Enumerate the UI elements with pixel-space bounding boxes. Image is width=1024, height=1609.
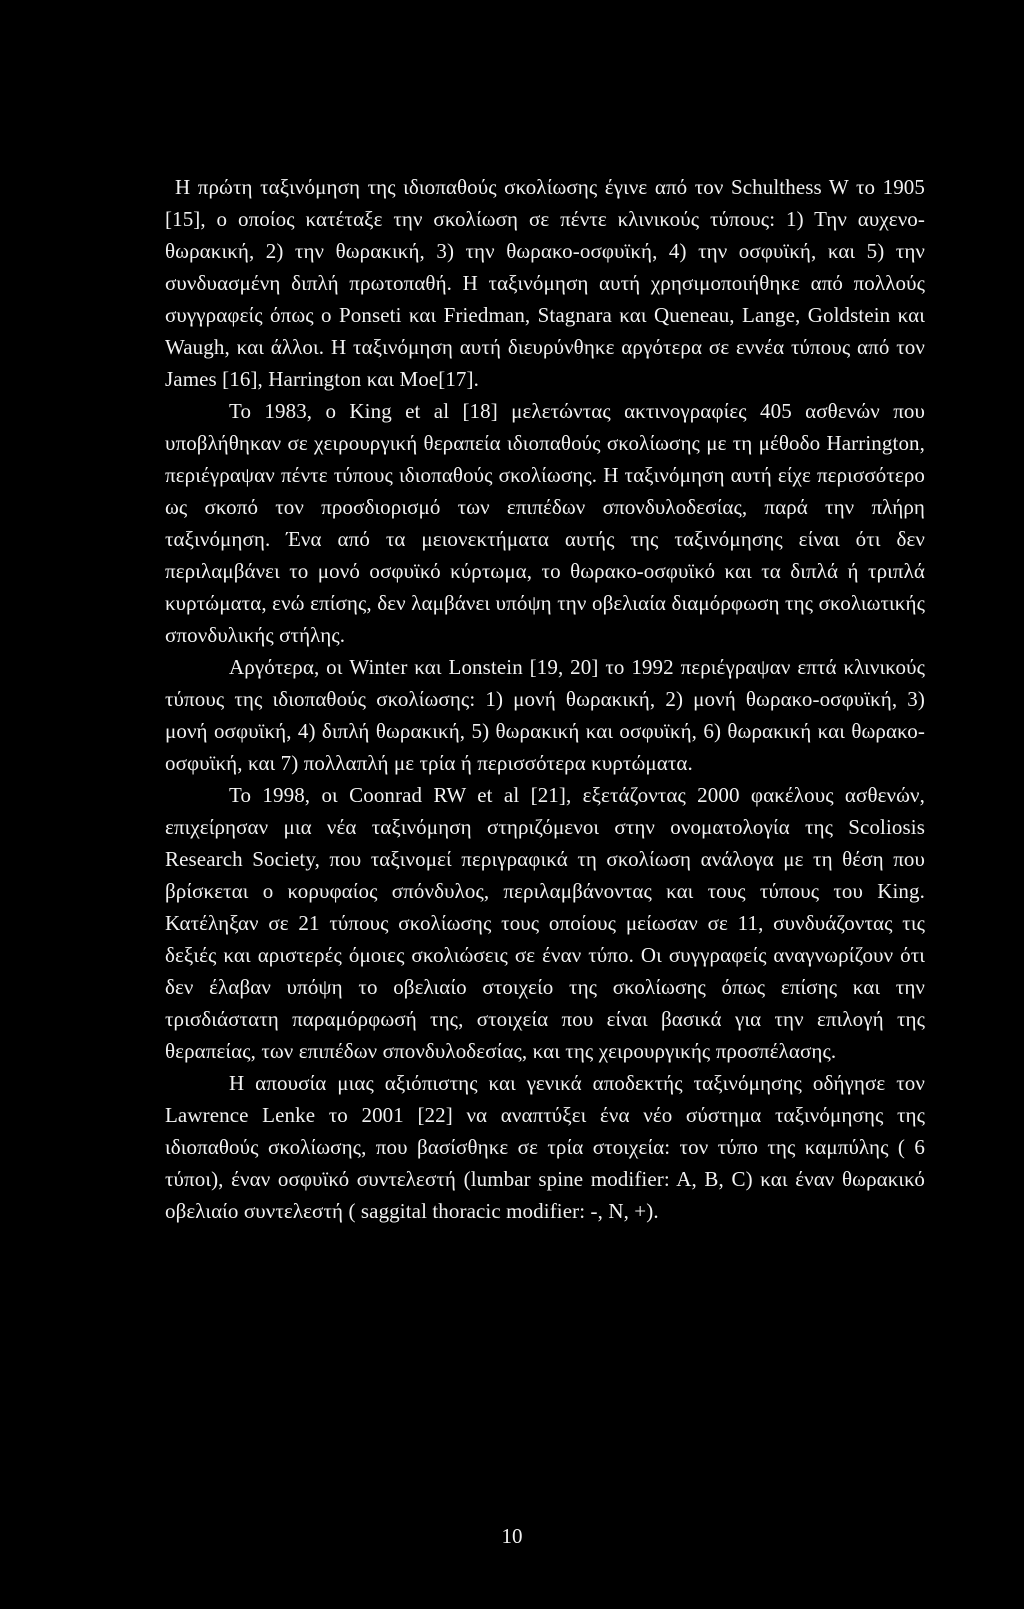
paragraph-king-classification: Το 1983, ο King et al [18] μελετώντας ακτινογραφίες 405 ασθενών που υποβλήθηκαν σε χειρουργική θεραπεία ιδιοπαθούς σκολίωσης με τη μέθοδο Harrington, περιέγραψαν πέντε τύπους ιδιοπαθούς σκολίωσης. Η ταξινόμηση αυτή είχε περισσότερο ως σκοπό τον προσδιορισμό των επιπέδων σπονδυλοδεσίας, παρά την πλήρη ταξινόμηση. Ένα από τα μειονεκτήματα αυτής της ταξινόμησης είναι ότι δεν περιλαμβάνει το μονό οσφυϊκό κύρτωμα, το θωρακο-οσφυϊκό και τα διπλά ή τριπλά κυρτώματα, ενώ επίσης, δεν λαμβάνει υπόψη την οβελιαία διαμόρφωση της σκολιωτικής σπονδυλικής στήλης. — [165, 399, 925, 647]
document-body — [165, 171, 925, 1227]
paragraph-winter-lonstein-classification: Αργότερα, οι Winter και Lonstein [19, 20] το 1992 περιέγραψαν επτά κλινικούς τύπους της ιδιοπαθούς σκολίωσης: 1) μονή θωρακική, 2) μονή θωρακο-οσφυϊκή, 3) μονή οσφυϊκή, 4) διπλή θωρακική, 5) θωρακική και οσφυϊκή, 6) θωρακική και θωρακο-οσφυϊκή, και 7) πολλαπλή με τρία ή περισσότερα κυρτώματα. — [165, 655, 925, 775]
page-number: 10 — [501, 1524, 523, 1548]
paragraph-lenke-classification: Η απουσία μιας αξιόπιστης και γενικά αποδεκτής ταξινόμησης οδήγησε τον Lawrence Lenke το 2001 [22] να αναπτύξει ένα νέο σύστημα ταξινόμησης της ιδιοπαθούς σκολίωσης, που βασίσθηκε σε τρία στοιχεία: τον τύπο της καμπύλης ( 6 τύποι), έναν οσφυϊκό συντελεστή (lumbar spine modifier: A, B, C) και έναν θωρακικό οβελιαίο συντελεστή ( saggital thoracic modifier: -, N, +). — [165, 1071, 925, 1223]
paragraph-schulthess-classification: Η πρώτη ταξινόμηση της ιδιοπαθούς σκολίωσης έγινε από τον Schulthess W το 1905 [15], ο οποίος κατέταξε την σκολίωση σε πέντε κλινικούς τύπους: 1) Την αυχενο-θωρακική, 2) την θωρακική, 3) την θωρακο-οσφυϊκή, 4) την οσφυϊκή, και 5) την συνδυασμένη διπλή πρωτοπαθή. Η ταξινόμηση αυτή χρησιμοποιήθηκε από πολλούς συγγραφείς όπως ο Ponseti και Friedman, Stagnara και Queneau, Lange, Goldstein και Waugh, και άλλοι. Η ταξινόμηση αυτή διευρύνθηκε αργότερα σε εννέα τύπους από τον James [16], Harrington και Moe[17]. — [165, 175, 925, 391]
paragraph-coonrad-classification: Το 1998, οι Coonrad RW et al [21], εξετάζοντας 2000 φακέλους ασθενών, επιχείρησαν μια νέα ταξινόμηση στηριζόμενοι στην ονοματολογία της Scoliosis Research Society, που ταξινομεί περιγραφικά τη σκολίωση ανάλογα με τη θέση που βρίσκεται ο κορυφαίος σπόνδυλος, περιλαμβάνοντας και τους τύπους του King. Κατέληξαν σε 21 τύπους σκολίωσης τους οποίους μείωσαν σε 11, συνδυάζοντας τις δεξιές και αριστερές όμοιες σκολιώσεις σε έναν τύπο. Οι συγγραφείς αναγνωρίζουν ότι δεν έλαβαν υπόψη το οβελιαίο στοιχείο της σκολίωσης όπως επίσης και την τρισδιάστατη παραμόρφωσή της, στοιχεία που είναι βασικά για την επιλογή της θεραπείας, των επιπέδων σπονδυλοδεσίας, και της χειρουργικής προσπέλασης. — [165, 783, 925, 1063]
